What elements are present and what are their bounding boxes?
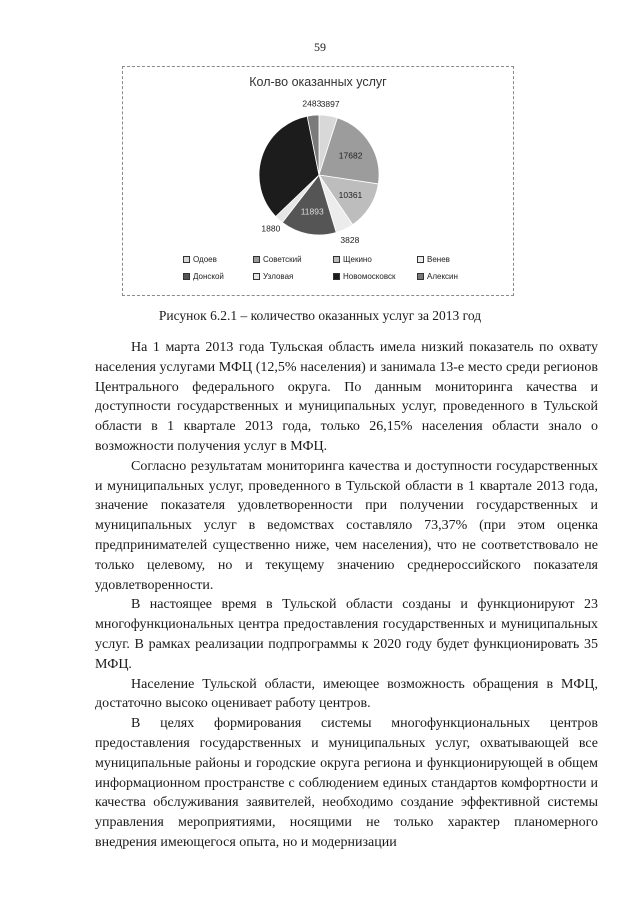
legend-label: Узловая bbox=[263, 272, 294, 281]
legend-label: Алексин bbox=[427, 272, 458, 281]
chart-legend bbox=[183, 255, 503, 281]
legend-label: Венев bbox=[427, 255, 450, 264]
data-label-5: 3828 bbox=[340, 235, 360, 246]
legend-label: Одоев bbox=[193, 255, 217, 264]
body-text bbox=[95, 338, 598, 853]
legend-item-2 bbox=[253, 255, 333, 264]
legend-swatch bbox=[417, 256, 424, 263]
chart-frame bbox=[122, 66, 514, 296]
paragraph-1: На 1 марта 2013 года Тульская область имела низкий показатель по охвату населения услугами МФЦ (12,5% населения) и занимала 13-е место среди регионов Центрального федерального округа. По данным мониторинга качества и доступности государственных и муниципальных услуг, проведенного в Тульской области в 1 квартале 2013 года, только 26,15% населения области знало о возможности получения услуг в МФЦ. bbox=[95, 340, 598, 454]
data-label-2: 3897 bbox=[320, 98, 340, 109]
data-label-7: 1880 bbox=[261, 223, 281, 234]
paragraph-4: Население Тульской области, имеющее возможность обращения в МФЦ, достаточно высоко оценивает работу центров. bbox=[95, 676, 598, 712]
legend-label: Новомосковск bbox=[343, 272, 396, 281]
legend-label: Советский bbox=[263, 255, 302, 264]
legend-label: Донской bbox=[193, 272, 224, 281]
legend-swatch bbox=[183, 273, 190, 280]
legend-swatch bbox=[253, 256, 260, 263]
data-label-3: 17682 bbox=[338, 150, 363, 161]
data-label-6: 11893 bbox=[300, 206, 324, 217]
legend-item-4 bbox=[417, 255, 497, 264]
legend-item-3 bbox=[333, 255, 417, 264]
data-label-1: 2483 bbox=[302, 98, 322, 109]
page-number: 59 bbox=[314, 40, 326, 54]
paragraph-5: В целях формирования системы многофункциональных центров предоставления государственных и муниципальных услуг, охватывающей все муниципальные районы и городские округа региона и функционирующей в общем информационном пространстве с соблюдением единых стандартов комфортности и качества обслуживания заявителей, необходимо создание эффективной системы управления мероприятиями, носящими не только характер планомерного внедрения имеющегося опыта, но и модернизации bbox=[95, 716, 598, 850]
legend-item-8 bbox=[417, 272, 497, 281]
legend-swatch bbox=[253, 273, 260, 280]
legend-label: Щекино bbox=[343, 255, 372, 264]
chart-title: Кол-во оказанных услуг bbox=[249, 75, 387, 89]
legend-item-5 bbox=[183, 272, 253, 281]
legend-swatch bbox=[333, 256, 340, 263]
legend-swatch bbox=[333, 273, 340, 280]
legend-item-6 bbox=[253, 272, 333, 281]
legend-swatch bbox=[183, 256, 190, 263]
paragraph-3: В настоящее время в Тульской области созданы и функционируют 23 многофункциональных центра предоставления государственных и муниципальных услуг. В рамках реализации подпрограммы к 2020 году будет функционировать 35 МФЦ. bbox=[95, 597, 598, 672]
legend-swatch bbox=[417, 273, 424, 280]
data-label-4: 10361 bbox=[338, 189, 363, 200]
figure-caption: Рисунок 6.2.1 – количество оказанных услуг за 2013 год bbox=[158, 308, 482, 323]
legend-item-7 bbox=[333, 272, 417, 281]
legend-item-1 bbox=[183, 255, 253, 264]
paragraph-2: Согласно результатам мониторинга качества и доступности государственных и муниципальных услуг, проведенного в Тульской области в 1 квартале 2013 года, значение показателя удовлетворенности при получении государственных и муниципальных услуг в ведомствах составляло 73,37% (при этом оценка предпринимателей существенно ниже, чем населения), что не соответствовало не только целевому, но и текущему значению среднероссийского показателя удовлетворенности. bbox=[95, 458, 598, 593]
